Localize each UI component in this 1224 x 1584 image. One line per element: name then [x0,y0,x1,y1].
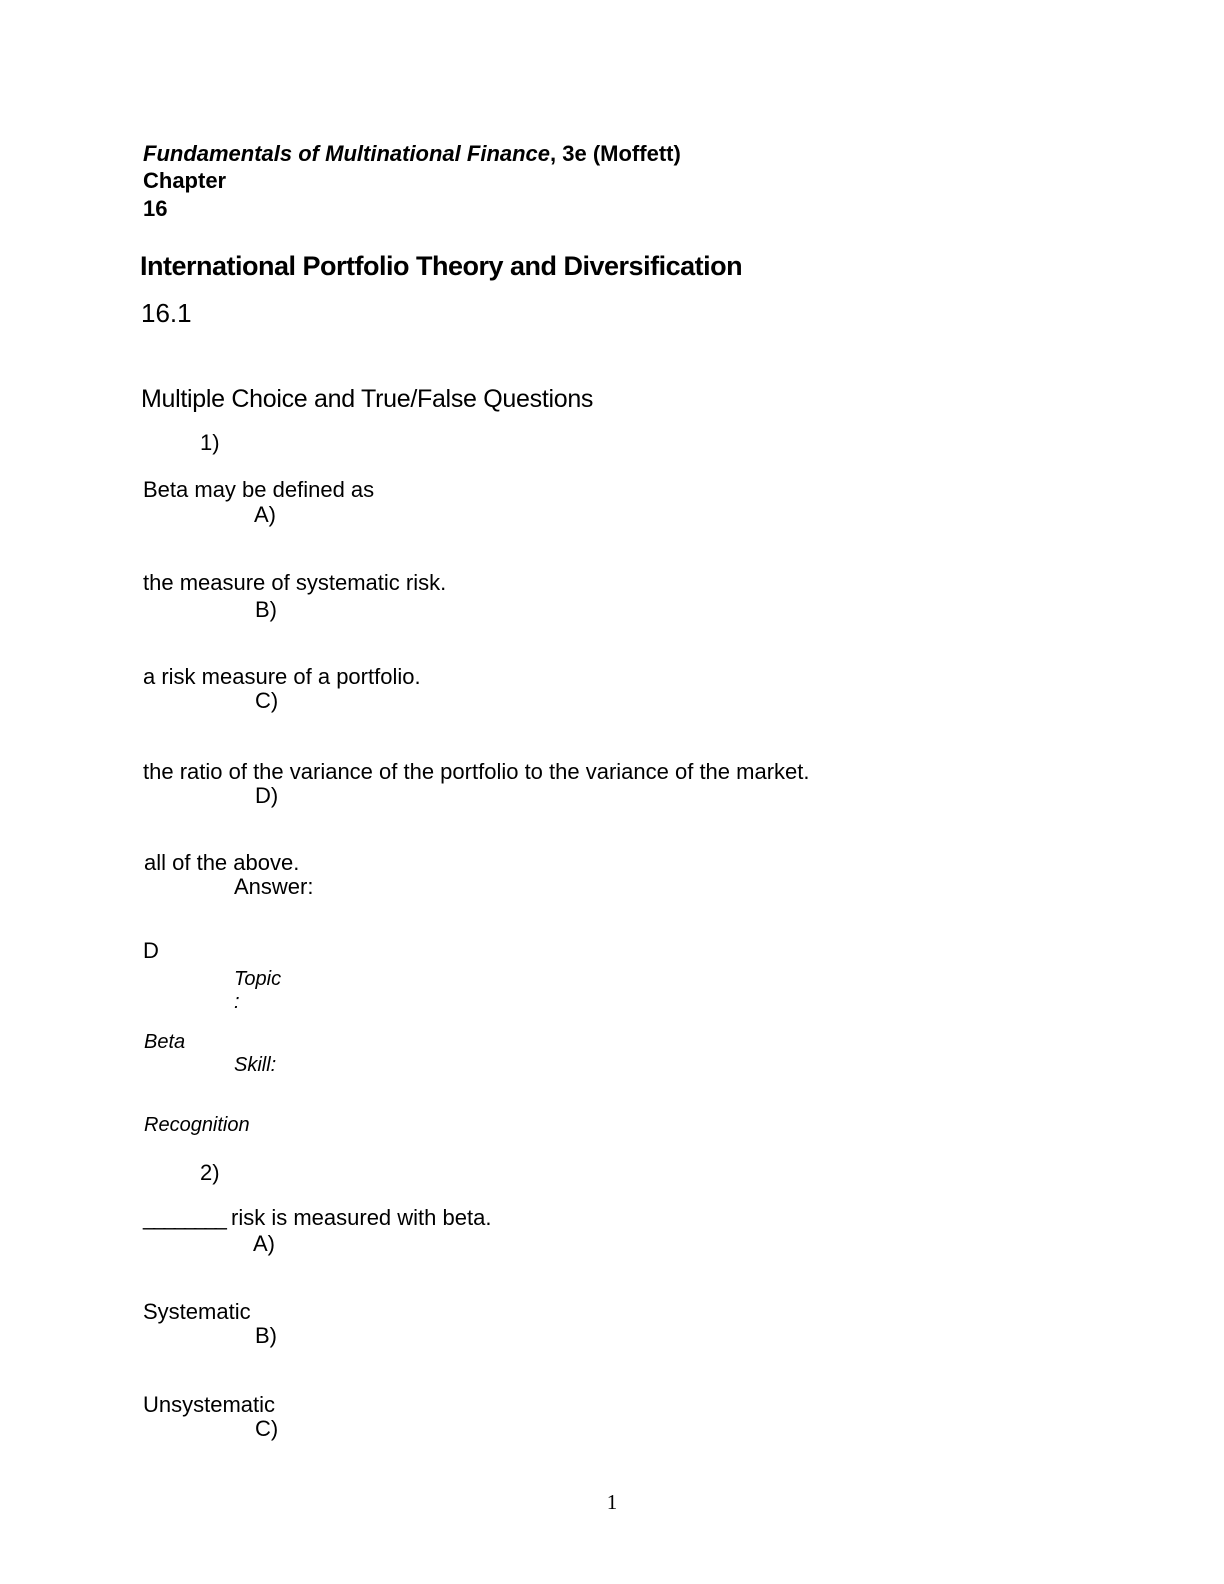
question-1-stem: Beta may be defined as [143,477,375,502]
question-2-option-a-text: Systematic [143,1299,251,1324]
question-1-topic-label: Topic [234,968,282,990]
question-2-number: 2) [200,1160,220,1185]
question-2-blank-line: ________ [143,1205,225,1230]
question-1-option-b-label: B) [255,597,277,622]
question-1-option-c-label: C) [255,688,279,713]
question-1-option-a-label: A) [254,502,276,527]
page-number: 1 [606,1490,618,1514]
question-1-number: 1) [200,430,220,455]
question-1-option-d-text: all of the above. [144,850,300,875]
question-2-option-a-label: A) [253,1231,275,1256]
question-1-topic-colon: : [234,991,240,1013]
question-2-option-b-text: Unsystematic [143,1392,276,1417]
book-title: Fundamentals of Multinational Finance [143,141,551,166]
question-1-option-b-text: a risk measure of a portfolio. [143,664,421,689]
question-1-answer-value: D [143,938,159,963]
question-1-option-c-text: the ratio of the variance of the portfolio to the variance of the market. [143,759,810,784]
question-1-option-d-label: D) [255,783,279,808]
question-2-option-b-label: B) [255,1323,277,1348]
question-1-skill-value: Recognition [144,1114,250,1136]
book-title-line [143,141,681,167]
question-2-stem: risk is measured with beta. [224,1205,492,1230]
question-1-option-a-text: the measure of systematic risk. [143,570,447,595]
chapter-title: International Portfolio Theory and Diversification [140,251,743,281]
chapter-label: Chapter [143,168,227,193]
question-2-stem-line [143,1205,491,1231]
chapter-number: 16 [143,196,168,221]
question-1-skill-label: Skill: [234,1054,277,1076]
question-1-answer-label: Answer: [234,874,314,899]
question-1-topic-value: Beta [144,1031,186,1053]
book-title-suffix: , 3e (Moffett) [550,141,681,166]
section-number: 16.1 [141,298,192,328]
section-heading: Multiple Choice and True/False Questions [141,385,594,413]
question-2-option-c-label: C) [255,1416,279,1441]
